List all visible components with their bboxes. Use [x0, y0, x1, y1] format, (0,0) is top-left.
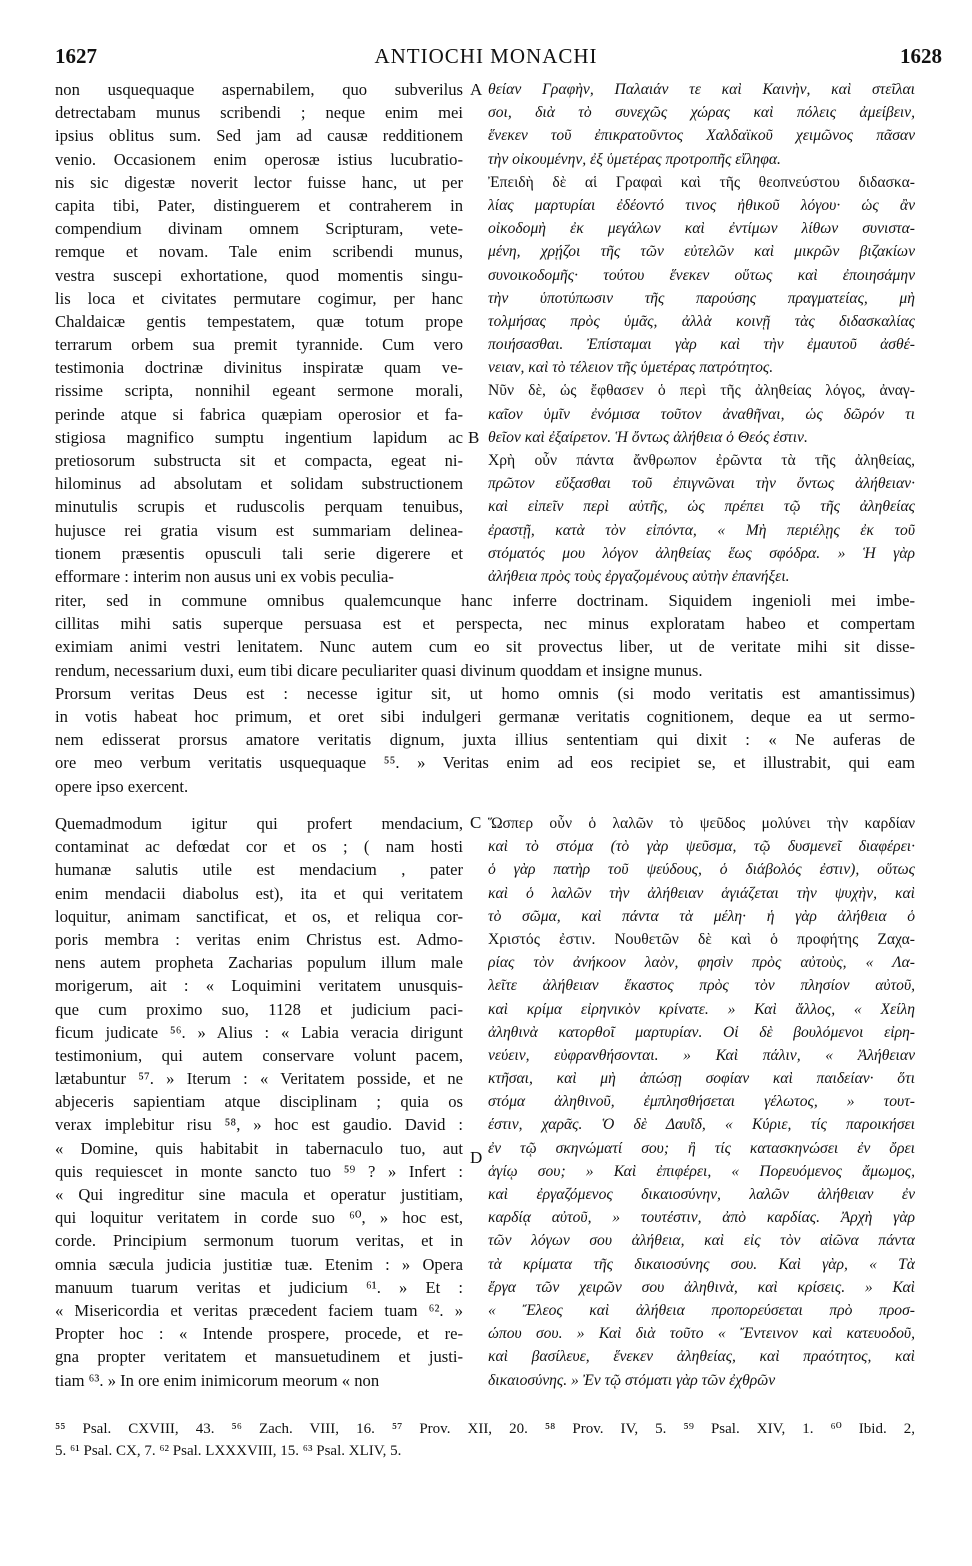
text-line: « Domine, quis habitabit in tabernaculo tuo, aut: [55, 1138, 463, 1158]
footnotes: [55, 1418, 915, 1462]
text-line: « Qui ingreditur sine macula et operatur justitiam,: [55, 1185, 463, 1204]
text-line: rissime scripta, nonnihil egeant sermone morali,: [55, 381, 463, 401]
text-line: terrarum orbem sua premit tyrannide. Cum vero: [55, 335, 463, 355]
text-line: eximiam animi vestri lenitatem. Nunc autem cum eo sit provectus liber, ut de veritate mihi sit disse-: [55, 637, 915, 657]
text-line: morigerum, ait : « Loquimini veritatem unusquis-: [55, 976, 463, 996]
text-line: capita tibi, Pater, distinguerem et contraherem in: [55, 195, 463, 215]
text-line: ἐν τῷ σκηνώματί σου; ἢ τίς κατασκηνώσει ἐν ὄρει: [488, 1139, 915, 1157]
text-line: remque et novam. Tale enim scribendi munus,: [55, 242, 463, 262]
text-line: detrectabam munus scribendi ; neque enim mei: [55, 103, 463, 123]
text-line: ποιήσασθαι. Ἐπίσταμαι γὰρ καὶ τὴν ἐμαυτοῦ ἀσθέ-: [488, 336, 915, 354]
text-line: « Ἔλεος καὶ ἀλήθεια προπορεύσεται πρὸ προσ-: [488, 1301, 915, 1319]
text-line: καὶ βασίλευε, ἕνεκεν ἀληθείας, καὶ πραότητος, καὶ: [488, 1348, 915, 1366]
text-line: ficum judicate ⁵⁶. » Alius : « Labia veracia dirigunt: [55, 1022, 463, 1042]
text-line: qui loquitur veritatem in corde suo ⁶⁰, » hoc est,: [55, 1208, 463, 1228]
text-line: minutulis scrupis et ruduscolis perquam tenuibus,: [55, 497, 463, 517]
running-title: ANTIOCHI MONACHI: [374, 44, 598, 68]
text-line: poris membra : veritas enim Christus est. Admo-: [55, 929, 463, 949]
text-line: θεῖον καὶ ἐξαίρετον. Ἡ ὄντως ἀλήθεια ὁ Θεός ἐστιν.: [488, 428, 808, 446]
text-line: vestra suscepi exhortatione, quod momentis singu-: [55, 265, 463, 285]
text-line: τὴν οἰκουμένην, ἐξ ὑμετέρας προτροπῆς εἴληφα.: [488, 150, 781, 168]
text-line: « Misericordia et veritas præcedent faciem tuam ⁶². »: [55, 1300, 463, 1320]
greek-column-bottom: [488, 812, 915, 1392]
text-line: νεύειν, εὐφρανθήσονται. » Καὶ πάλιν, « Ἀλήθειαν: [488, 1046, 915, 1064]
text-line: tionem præsentis opusculi tali serie digerere et: [55, 543, 463, 563]
text-line: venio. Occasionem enim operosæ istius lucubratio-: [55, 149, 463, 169]
text-line: καὶ ἐργαζόμενος δικαιοσύνην, λαλῶν ἀλήθειαν ἐν: [488, 1186, 915, 1203]
text-line: Χρὴ οὖν πάντα ἄνθρωπον ἐρῶντα τὰ τῆς ἀληθείας,: [488, 452, 915, 469]
text-line: contaminat ac defœdat cor et os ; ( nam hosti: [55, 837, 463, 857]
margin-marker-b: B: [468, 428, 480, 447]
text-line: κτῆσαι, καὶ μὴ ἀπώσῃ σοφίαν καὶ παιδείαν· ὅτι: [488, 1070, 915, 1088]
text-line: perinde atque si fabrica quæpiam operosior et fa-: [55, 404, 463, 424]
text-line: efformare : interim non ausus uni ex vobis peculia-: [55, 566, 394, 586]
text-line: Ἐπειδὴ δὲ αἱ Γραφαὶ καὶ τῆς θεοπνεύστου διδασκα-: [488, 173, 915, 191]
margin-marker-a: A: [470, 80, 483, 99]
margin-marker-c: C: [470, 813, 482, 832]
text-line: Χριστός ἐστιν. Νουθετῶν δὲ καὶ ὁ προφήτης Ζαχα-: [488, 930, 915, 948]
text-line: Prorsum veritas Deus est : necesse igitur sit, ut homo omnis (si modo veritatis est amantissimus): [55, 683, 915, 703]
text-line: Quemadmodum igitur qui profert mendacium,: [55, 814, 463, 833]
text-line: ἁγίῳ σου; » Καὶ ἐπιφέρει, « Πορευόμενος ἄμωμος,: [488, 1162, 915, 1180]
text-line: καὶ κρίμα εἰρηνικὸν κρίνατε. » Καὶ ἄλλος, « Χείλη: [488, 1000, 915, 1018]
text-line: οἰκοδομὴ ἐκ μεγάλων καὶ ἐντίμων λίθων συνιστα-: [488, 220, 915, 238]
margin-marker-d: D: [470, 1148, 483, 1167]
text-line: quis requiescet in monte sancto tuo ⁵⁹ ? » Infert :: [55, 1161, 463, 1181]
text-line: enim mendacii diabolus est), ita et qui veritatem: [55, 883, 463, 903]
text-line: καὶ τὸ στόμα (τὸ γὰρ ψεῦσμα, τῷ δυσμενεῖ διαφέρει·: [488, 838, 915, 856]
latin-column-bottom: [55, 812, 463, 1392]
text-line: Chaldaicæ gentis tempestatem, quæ totum prope: [55, 311, 463, 331]
text-line: opere ipso exercent.: [55, 776, 189, 796]
text-line: πρῶτον εὔξασθαι τοῦ ἐπιγνῶναι τὴν ὄντως ἀλήθειαν·: [488, 475, 915, 493]
latin-full-width-paragraph: [55, 589, 915, 798]
text-line: τολμήσας πρὸς ὑμᾶς, ἀλλὰ κοινῇ τὰς διδασκαλίας: [488, 312, 915, 330]
text-line: θείαν Γραφὴν, Παλαιάν τε καὶ Καινὴν, καὶ στεῖλαι: [488, 81, 915, 98]
column-number-left: 1627: [55, 44, 97, 68]
text-line: μένη, χρῄζοι τῆς τῶν εὐτελῶν καὶ μικρῶν βιζακίων: [488, 243, 915, 261]
text-line: στόματός μου λόγον ἀληθείας ἕως σφόδρα. » Ἡ γὰρ: [488, 544, 915, 562]
text-line: nens autem propheta Zacharias populum illum male: [55, 953, 463, 973]
text-line: verax implebitur risu ⁵⁸, » hoc est gaudio. David :: [55, 1115, 463, 1135]
text-line: pretiosorum substructa sit et compacta, egeat ni-: [55, 451, 463, 470]
text-line: testimonia doctrinæ divinitus inspiratæ quam ve-: [55, 358, 463, 378]
text-line: καρδίᾳ αὐτοῦ, » τουτέστιν, ἀπὸ καρδίας. Ἀρχὴ γὰρ: [488, 1209, 915, 1227]
text-line: συνοικοδομῆς· τούτου ἕνεκεν οὕτως καὶ ἐποιησάμην: [488, 266, 915, 284]
text-line: non usquequaque aspernabilem, quo subverilus: [55, 80, 463, 99]
text-line: rendum, necessarium duxi, eum tibi dicare peculiariter quasi divinum quoddam et insigne munus.: [55, 660, 703, 680]
text-line: νειαν, καὶ τὸ τέλειον τῆς ὑμετέρας πατρότητος.: [488, 359, 774, 377]
text-line: ὁ γὰρ πατὴρ τοῦ ψεύδους, ὁ διάβολός ἐστιν), οὕτως: [488, 861, 915, 879]
text-line: testimonium, qui autem conservare volunt pacem,: [55, 1045, 463, 1065]
text-line: ⁵⁵ Psal. CXVIII, 43. ⁵⁶ Zach. VIII, 16. ⁵⁷ Prov. XII, 20. ⁵⁸ Prov. IV, 5. ⁵⁹ Psal. XIV, 1. ⁶⁰ Ibid. 2,: [55, 1421, 915, 1437]
text-line: nis sic digestæ noverit lector fuisse hanc, ut per: [55, 172, 463, 192]
text-line: que cum proximo suo, 1128 et judicium paci-: [55, 999, 463, 1019]
text-line: ἕνεκεν τοῦ ἐπικρατοῦντος Χαλδαϊκοῦ χειμῶνος πᾶσαν: [488, 127, 915, 145]
text-line: hujusce rei gratia visum est summariam delinea-: [55, 520, 463, 540]
text-line: τῶν λόγων σου ἀλήθεια, καὶ εἰς τὸν αἰῶνα πάντα: [488, 1232, 915, 1250]
text-line: ρίας τὸν ἀνήκοον λαὸν, φησὶν πρὸς αὐτοὺς, « Λα-: [488, 954, 915, 972]
text-line: ore meo verbum veritatis usquequaque ⁵⁵. » Veritas enim ad eos recipiet se, et illustrabit, qui eam: [55, 753, 915, 773]
text-line: gna propter veritatem et mansuetudinem et justi-: [55, 1347, 463, 1367]
text-line: Propter hoc : « Intende prospere, procede, et re-: [55, 1324, 463, 1344]
text-line: καῖον ὑμῖν ἐνόμισα τοῦτον ἀναθῆναι, ὡς δῶρόν τι: [488, 405, 915, 423]
text-line: lis loca et civitates permutare cogimur, per hanc: [55, 288, 463, 308]
text-line: ἀλήθεια πρὸς τοὺς ἐργαζομένους αὐτὴν ἐπανήξει.: [488, 567, 790, 585]
text-line: Ὥσπερ οὖν ὁ λαλῶν τὸ ψεῦδος μολύνει τὴν καρδίαν: [488, 815, 915, 832]
text-line: τὴν ὑποτύπωσιν τῆς παρούσης πραγματείας, μὴ: [488, 289, 915, 307]
greek-column-top: [488, 78, 915, 588]
column-number-right: 1628: [900, 44, 942, 68]
text-line: in votis habeat hoc primum, et oret sibi indulgeri germanæ veritatis cognitionem, deque ea ut sermo-: [55, 706, 915, 726]
text-line: tiam ⁶³. » In ore enim inimicorum meorum « non: [55, 1370, 380, 1390]
text-line: corde. Principium sermonum tuorum veritas, et in: [55, 1231, 463, 1251]
text-line: cillitas mihi satis superque persuasa est et perspecta, nec minus exploratam habeo et compertam: [55, 614, 915, 634]
text-line: σοι, διὰ τὸ συνεχῶς χώρας καὶ πόλεις ἀμείβειν,: [488, 104, 915, 122]
text-line: abjeceris sapientiam atque disciplinam ; quia os: [55, 1092, 463, 1112]
text-line: 5. ⁶¹ Psal. CX, 7. ⁶² Psal. LXXXVIII, 15. ⁶³ Psal. XLIV, 5.: [55, 1443, 402, 1459]
text-line: manuum tuarum veritas et judicium ⁶¹. » Et :: [55, 1277, 463, 1297]
text-line: stigiosa magnifico sumptu ingentium lapidum ac: [55, 427, 463, 447]
text-line: compendium divinam omnem Scripturam, vete-: [55, 219, 463, 239]
text-line: καὶ ὁ λαλῶν τὴν ἀλήθειαν ἁγιάζεται τὴν ψυχὴν, καὶ: [488, 884, 915, 902]
text-line: Νῦν δὲ, ὡς ἔφθασεν ὁ περὶ τῆς ἀληθείας λόγος, ἀναγ-: [488, 382, 915, 400]
text-line: ἔργα τῶν χειρῶν σου ἀληθινὰ, καὶ κρίσεις. » Καὶ: [488, 1278, 915, 1296]
text-line: nem edisserat prorsus amatore veritatis dignum, juxta illius sententiam qui dixit : « Ne auferas de: [55, 730, 915, 750]
text-line: riter, sed in commune omnibus qualemcunque hanc inferre doctrinam. Siquidem ingenioli mei imbe-: [55, 591, 915, 610]
text-line: στόμα ἀληθινοῦ, ἐμπλησθήσεται γέλωτος, » τουτ-: [488, 1093, 915, 1111]
text-line: ἐραστῇ, κατὰ τὸν εἰπόντα, « Μὴ περιέλῃς ἐκ τοῦ: [488, 521, 915, 539]
text-line: humanæ salutis utile est mendacium , pater: [55, 860, 463, 880]
text-line: loquitur, animam sanctificat, et os, et reliqua cor-: [55, 906, 463, 926]
text-line: λίας μαρτυρίαι ἐδέοντό τινος ἠθικοῦ λόγου· ὡς ἂν: [488, 196, 915, 214]
text-line: omnia sæcula judicia justitiæ tuæ. Etenim : » Opera: [55, 1254, 463, 1274]
text-line: ώπου σου. » Καὶ διὰ τοῦτο « Ἔντεινον καὶ κατευοδοῦ,: [488, 1325, 915, 1343]
text-line: λεῖτε ἀλήθειαν ἕκαστος πρὸς τὸν πλησίον αὐτοῦ,: [488, 977, 915, 995]
text-line: τὰ κρίματα τῆς δικαιοσύνης σου. Καὶ γὰρ, « Τὰ: [488, 1255, 915, 1273]
text-line: ἀληθινὰ κατορθοῖ μαρτυρίαν. Οἱ δὲ βουλόμενοι εἰρη-: [488, 1023, 915, 1041]
text-line: έστιν, χαρᾶς. Ὁ δὲ Δαυῒδ, « Κύριε, τίς παροικήσει: [488, 1116, 915, 1134]
text-line: τὸ σῶμα, καὶ πάντα τὰ μέλη· ἡ γὰρ ἀλήθεια ὁ: [488, 907, 915, 925]
latin-column-top: [55, 78, 463, 588]
text-line: δικαιοσύνης. » Ἐν τῷ στόματι γὰρ τῶν ἐχθρῶν: [488, 1371, 776, 1389]
text-line: hilominus ad absolutam et solidam substructionem: [55, 474, 463, 494]
text-line: ipsius oblitus sum. Sed jam ad causæ redditionem: [55, 126, 463, 146]
text-line: lætabuntur ⁵⁷. » Iterum : « Veritatem posside, et ne: [55, 1069, 463, 1089]
text-line: καὶ εἰπεῖν περὶ αὐτῆς, ὡς πρέπει τῷ τῆς ἀληθείας: [488, 498, 915, 516]
